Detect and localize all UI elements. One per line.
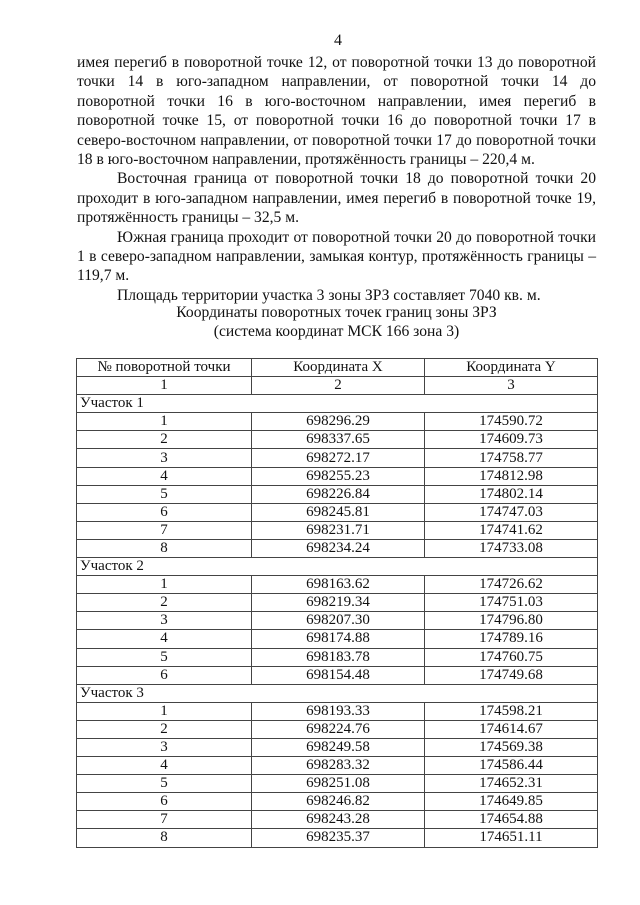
table-row xyxy=(77,630,598,648)
point-number-cell: 2 xyxy=(77,594,252,612)
point-number-cell: 1 xyxy=(77,413,252,431)
column-number-row xyxy=(77,377,598,395)
coordinate-x-cell: 698272.17 xyxy=(252,449,425,467)
point-number-cell: 3 xyxy=(77,738,252,756)
coordinate-x-cell: 698235.37 xyxy=(252,829,425,847)
coordinate-x-cell: 698183.78 xyxy=(252,648,425,666)
table-row xyxy=(77,503,598,521)
coordinate-x-cell: 698193.33 xyxy=(252,702,425,720)
point-number-cell: 4 xyxy=(77,630,252,648)
header-coordinate-x: Координата X xyxy=(252,359,425,377)
table-body xyxy=(77,395,598,847)
table-title-line2: (система координат МСК 166 зона 3) xyxy=(213,323,460,341)
coordinate-x-cell: 698163.62 xyxy=(252,576,425,594)
coordinate-x-cell: 698234.24 xyxy=(252,539,425,557)
coordinates-table xyxy=(76,358,598,848)
coordinate-y-cell: 174741.62 xyxy=(425,521,598,539)
paragraph-south-boundary: Южная граница проходит от поворотной точки 20 до поворотной точки 1 в северо-западном направлении, замыкая контур, протяжённость границы – 119,7 м. xyxy=(77,228,596,285)
coordinate-y-cell: 174796.80 xyxy=(425,612,598,630)
coordinate-y-cell: 174747.03 xyxy=(425,503,598,521)
table-row xyxy=(77,539,598,557)
table-header-row xyxy=(77,359,598,377)
coordinate-y-cell: 174758.77 xyxy=(425,449,598,467)
table-row xyxy=(77,829,598,847)
table-row xyxy=(77,775,598,793)
coordinate-y-cell: 174614.67 xyxy=(425,720,598,738)
coordinate-y-cell: 174569.38 xyxy=(425,738,598,756)
section-row xyxy=(77,684,598,702)
coordinate-y-cell: 174654.88 xyxy=(425,811,598,829)
section-label: Участок 1 xyxy=(77,395,598,413)
table-row xyxy=(77,612,598,630)
table-row xyxy=(77,576,598,594)
table-row xyxy=(77,594,598,612)
body-text xyxy=(77,53,596,305)
coordinate-y-cell: 174749.68 xyxy=(425,666,598,684)
coordinate-x-cell: 698249.58 xyxy=(252,738,425,756)
coordinate-y-cell: 174590.72 xyxy=(425,413,598,431)
coordinate-x-cell: 698246.82 xyxy=(252,793,425,811)
point-number-cell: 4 xyxy=(77,757,252,775)
coordinate-y-cell: 174652.31 xyxy=(425,775,598,793)
coordinate-x-cell: 698245.81 xyxy=(252,503,425,521)
coordinate-x-cell: 698174.88 xyxy=(252,630,425,648)
coordinate-y-cell: 174802.14 xyxy=(425,485,598,503)
point-number-cell: 3 xyxy=(77,449,252,467)
point-number-cell: 5 xyxy=(77,648,252,666)
coordinate-x-cell: 698219.34 xyxy=(252,594,425,612)
coordinate-y-cell: 174760.75 xyxy=(425,648,598,666)
coordinate-x-cell: 698296.29 xyxy=(252,413,425,431)
column-number: 3 xyxy=(425,377,598,395)
paragraph-area: Площадь территории участка 3 зоны ЗРЗ составляет 7040 кв. м. xyxy=(117,286,541,304)
point-number-cell: 1 xyxy=(77,702,252,720)
table-title-line1: Координаты поворотных точек границ зоны ЗРЗ xyxy=(176,304,497,321)
coordinate-x-cell: 698283.32 xyxy=(252,757,425,775)
coordinate-x-cell: 698231.71 xyxy=(252,521,425,539)
column-number: 2 xyxy=(252,377,425,395)
table-row xyxy=(77,666,598,684)
point-number-cell: 1 xyxy=(77,576,252,594)
coordinate-y-cell: 174812.98 xyxy=(425,467,598,485)
section-label: Участок 2 xyxy=(77,558,598,576)
coordinate-y-cell: 174609.73 xyxy=(425,431,598,449)
coordinate-x-cell: 698337.65 xyxy=(252,431,425,449)
paragraph-north-boundary-end: имея перегиб в поворотной точке 12, от поворотной точки 13 до поворотной точки 14 в юго-западном направлении, от поворотной точки 14 до поворотной точки 16 в юго-восточном направлении, имея перегиб в поворотной точке 15, от поворотной точки 16 до поворотной точки 17 в северо-восточном направлении, от поворотной точки 17 до поворотной точки 18 в юго-восточном направлении, протяжённость границы – 220,4 м. xyxy=(77,54,596,169)
coordinate-y-cell: 174726.62 xyxy=(425,576,598,594)
coordinate-x-cell: 698207.30 xyxy=(252,612,425,630)
point-number-cell: 3 xyxy=(77,612,252,630)
section-row xyxy=(77,395,598,413)
coordinate-x-cell: 698255.23 xyxy=(252,467,425,485)
coordinate-y-cell: 174649.85 xyxy=(425,793,598,811)
point-number-cell: 2 xyxy=(77,720,252,738)
point-number-cell: 5 xyxy=(77,485,252,503)
table-row xyxy=(77,449,598,467)
table-row xyxy=(77,467,598,485)
coordinate-y-cell: 174733.08 xyxy=(425,539,598,557)
table-row xyxy=(77,793,598,811)
coordinate-y-cell: 174751.03 xyxy=(425,594,598,612)
coordinate-y-cell: 174598.21 xyxy=(425,702,598,720)
table-row xyxy=(77,738,598,756)
point-number-cell: 8 xyxy=(77,539,252,557)
coordinate-x-cell: 698251.08 xyxy=(252,775,425,793)
table-row xyxy=(77,702,598,720)
header-point-number: № поворотной точки xyxy=(77,359,252,377)
point-number-cell: 7 xyxy=(77,811,252,829)
header-coordinate-y: Координата Y xyxy=(425,359,598,377)
coordinate-y-cell: 174789.16 xyxy=(425,630,598,648)
column-number: 1 xyxy=(77,377,252,395)
point-number-cell: 8 xyxy=(77,829,252,847)
table-title xyxy=(77,303,596,342)
table-row xyxy=(77,431,598,449)
page-number: 4 xyxy=(334,32,342,49)
table-row xyxy=(77,413,598,431)
paragraph-east-boundary: Восточная граница от поворотной точки 18 до поворотной точки 20 проходит в юго-западном направлении, имея перегиб в поворотной точке 19, протяжённость границы – 32,5 м. xyxy=(77,170,596,227)
point-number-cell: 2 xyxy=(77,431,252,449)
coordinate-x-cell: 698226.84 xyxy=(252,485,425,503)
coordinate-x-cell: 698154.48 xyxy=(252,666,425,684)
point-number-cell: 7 xyxy=(77,521,252,539)
coordinate-x-cell: 698243.28 xyxy=(252,811,425,829)
table-row xyxy=(77,485,598,503)
table-row xyxy=(77,811,598,829)
coordinate-y-cell: 174586.44 xyxy=(425,757,598,775)
section-label: Участок 3 xyxy=(77,684,598,702)
table-row xyxy=(77,757,598,775)
point-number-cell: 6 xyxy=(77,793,252,811)
table-row xyxy=(77,720,598,738)
point-number-cell: 5 xyxy=(77,775,252,793)
point-number-cell: 6 xyxy=(77,666,252,684)
point-number-cell: 4 xyxy=(77,467,252,485)
table-row xyxy=(77,648,598,666)
section-row xyxy=(77,558,598,576)
table-row xyxy=(77,521,598,539)
coordinate-y-cell: 174651.11 xyxy=(425,829,598,847)
coordinate-x-cell: 698224.76 xyxy=(252,720,425,738)
point-number-cell: 6 xyxy=(77,503,252,521)
